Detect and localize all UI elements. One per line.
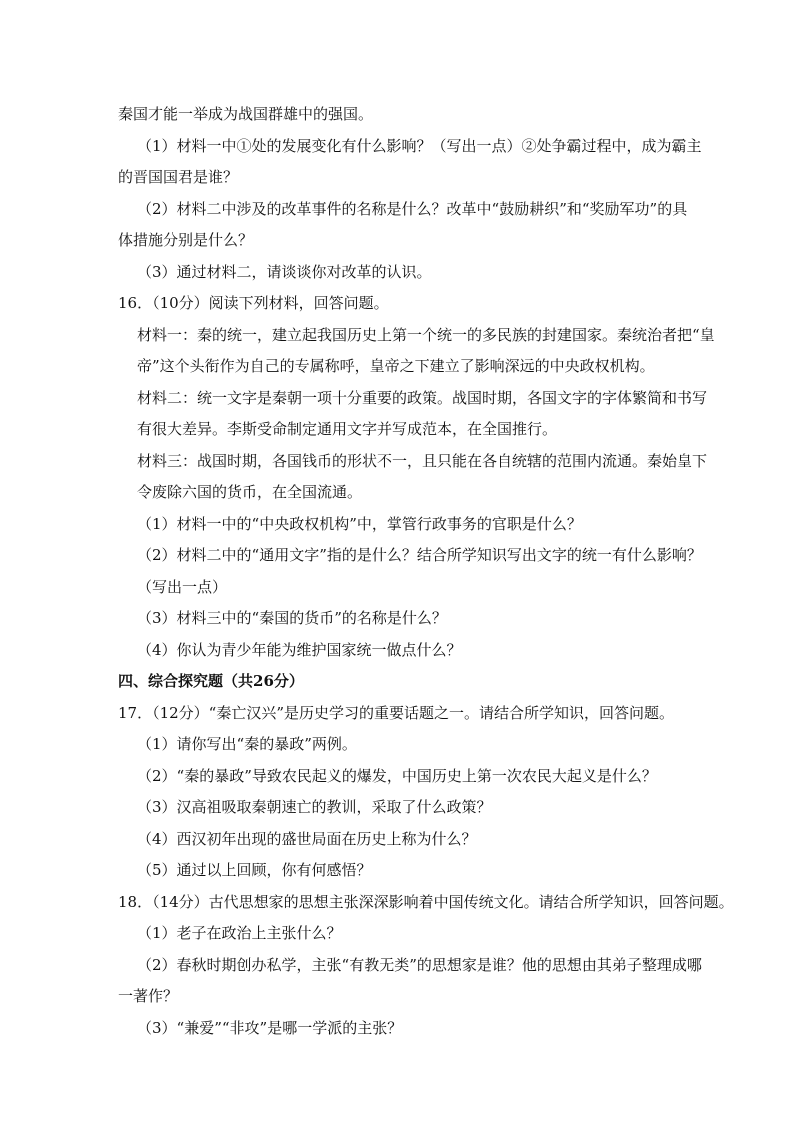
question-17-heading: 17．（12分）“秦亡汉兴”是历史学习的重要话题之一。请结合所学知识，回答问题。 (118, 704, 675, 722)
text-line: 令废除六国的货币，在全国流通。 (137, 483, 363, 501)
material-2: 材料二：统一文字是秦朝一项十分重要的政策。战国时期，各国文字的字体繁简和书写 (137, 389, 708, 407)
question-15-3: （3）通过材料二，请谈谈你对改革的认识。 (137, 263, 432, 281)
text-line: 有很大差异。李斯受命制定通用文字并写成范本，在全国推行。 (137, 420, 558, 438)
text-line: （写出一点） (137, 578, 228, 596)
question-18-heading: 18．（14分）古代思想家的思想主张深深影响着中国传统文化。请结合所学知识，回答问题。 (118, 893, 734, 911)
question-17-2: （2）“秦的暴政”导致农民起义的爆发，中国历史上第一次农民大起义是什么？ (137, 767, 657, 785)
question-16-heading: 16．（10分）阅读下列材料，回答问题。 (118, 294, 389, 312)
question-18-2: （2）春秋时期创办私学，主张“有教无类”的思想家是谁？他的思想由其弟子整理成哪 (137, 956, 702, 974)
question-17-3: （3）汉高祖吸取秦朝速亡的教训，采取了什么政策？ (137, 798, 492, 816)
question-16-4: （4）你认为青少年能为维护国家统一做点什么？ (137, 641, 462, 659)
question-17-1: （1）请你写出“秦的暴政”两例。 (137, 735, 357, 753)
material-3: 材料三：战国时期，各国钱币的形状不一，且只能在各自统辖的范围内流通。秦始皇下 (137, 452, 708, 470)
question-18-3: （3）“兼爱”“非攻”是哪一学派的主张？ (137, 1019, 403, 1037)
question-17-5: （5）通过以上回顾，你有何感悟？ (137, 861, 372, 879)
section-4-heading: 四、综合探究题（共26分） (118, 672, 304, 690)
question-15-1: （1）材料一中①处的发展变化有什么影响？（写出一点）②处争霸过程中，成为霸主 (137, 137, 702, 155)
material-1: 材料一：秦的统一，建立起我国历史上第一个统一的多民族的封建国家。秦统治者把“皇 (137, 326, 715, 344)
question-17-4: （4）西汉初年出现的盛世局面在历史上称为什么？ (137, 830, 477, 848)
text-line: 秦国才能一举成为战国群雄中的强国。 (118, 105, 374, 123)
text-line: 的晋国国君是谁？ (118, 168, 239, 186)
question-16-1: （1）材料一中的“中央政权机构”中，掌管行政事务的官职是什么？ (137, 515, 582, 533)
text-line: 体措施分别是什么？ (118, 231, 254, 249)
text-line: 一著作？ (118, 987, 179, 1005)
question-16-3: （3）材料三中的“秦国的货币”的名称是什么？ (137, 609, 447, 627)
question-18-1: （1）老子在政治上主张什么？ (137, 924, 342, 942)
question-16-2: （2）材料二中的“通用文字”指的是什么？结合所学知识写出文字的统一有什么影响？ (137, 546, 702, 564)
question-15-2: （2）材料二中涉及的改革事件的名称是什么？改革中“鼓励耕织”和“奖励军功”的具 (137, 200, 688, 218)
text-line: 帝”这个头衔作为自己的专属称呼，皇帝之下建立了影响深远的中央政权机构。 (137, 357, 655, 375)
